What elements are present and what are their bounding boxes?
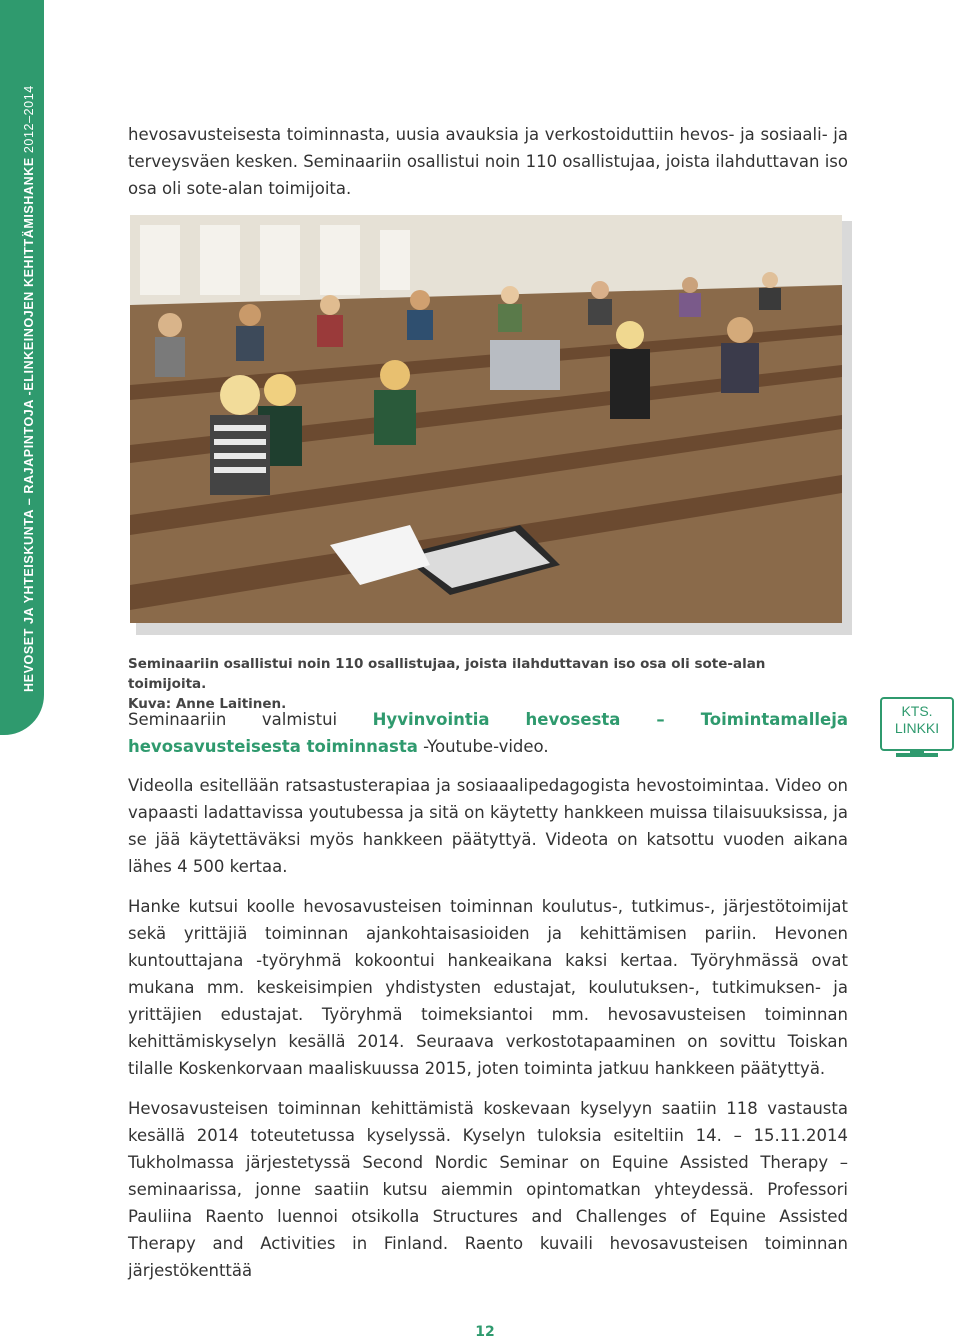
side-tab [0,0,44,735]
monitor-base [896,753,938,757]
link-badge[interactable] [880,697,954,759]
photo-image [130,215,842,623]
paragraph-video-info: Videolla esitellään ratsastusterapiaa ja sosiaaalipedagogista hevostoimintaa. Video on vapaasti ladattavissa youtubessa ja sitä on käytetty hankkeen muissa tilaisuuksissa, ja se jää käytettäväksi myös hankkeen päätyttyä. Videota on katsottu vuoden aikana lähes 4 500 kertaa. [128,776,848,876]
link-badge-line2: LINKKI [894,720,940,736]
running-header-years: 2012–2014 [22,85,36,154]
page-number: 12 [475,1324,495,1340]
paragraph-workgroup: Hanke kutsui koolle hevosavusteisen toiminnan koulutus-, tutkimus-, järjestötoimijat sekä yrittäjiä toiminnan ajankohtaisasioiden ja kehittämisen pariin. Hevonen kuntouttajana -työryhmä kokoontui hankeaikana kaksi kertaa. Työryhmässä ovat mukana mm. keskeisimpien yhdistysten edustajat, koulutuksen-, tutkimuksen- ja yrittäjien edustajat. Työryhmä toimeksiantoi mm. hevosavusteisen toiminnan kehittämiskyselyn kesällä 2014. Seuraava verkostotapaaminen on sovittu Toiskan tilalle Koskenkorvaan maaliskuussa 2015, joten toiminta jatkuu hankkeen päätyttyä. [128,897,848,1078]
video-prefix: Seminaariin valmistui [128,710,373,729]
photo-caption [128,654,848,714]
video-suffix: -Youtube-video. [417,737,549,756]
paragraph-survey: Hevosavusteisen toiminnan kehittämistä koskevaan kyselyyn saatiin 118 vastausta kesällä 2014 toteutetussa kyselyssä. Kyselyn tuloksia esiteltiin 14. – 15.11.2014 Tukholmassa järjestetyssä Second Nordic Seminar on Equine Assisted Therapy –seminaarissa, jonne saatiin kutsu aiemmin opintomatkan yhteydessä. Professori Pauliina Raento luennoi otsikolla Structures and Challenges of Equine Assisted Therapy and Activities in Finland. Raento kuvaili hevosavusteisen toiminnan järjestökenttää [128,1099,848,1280]
running-header [22,85,36,692]
caption-text: Seminaariin osallistui noin 110 osallistujaa, joista ilahduttavan iso osa oli sote-alan toimijoita. [128,656,766,692]
caption-credit: Kuva: Anne Laitinen. [128,696,287,712]
video-link[interactable]: Hyvinvointia hevosesta – Toimintamalleja hevosavusteisesta toiminnasta [128,710,848,756]
running-header-title: HEVOSET JA YHTEISKUNTA – RAJAPINTOJA -ELINKEINOJEN KEHITTÄMISHANKE [22,153,36,692]
seminar-photo [130,215,846,629]
link-badge-line1: KTS. [901,703,933,719]
video-paragraph [128,706,848,760]
intro-paragraph: hevosavusteisesta toiminnasta, uusia avauksia ja verkostoiduttiin hevos- ja sosiaali- ja terveysväen kesken. Seminaariin osallistui noin 110 osallistujaa, joista ilahduttavan iso osa oli sote-alan toimijoita. [128,125,848,198]
